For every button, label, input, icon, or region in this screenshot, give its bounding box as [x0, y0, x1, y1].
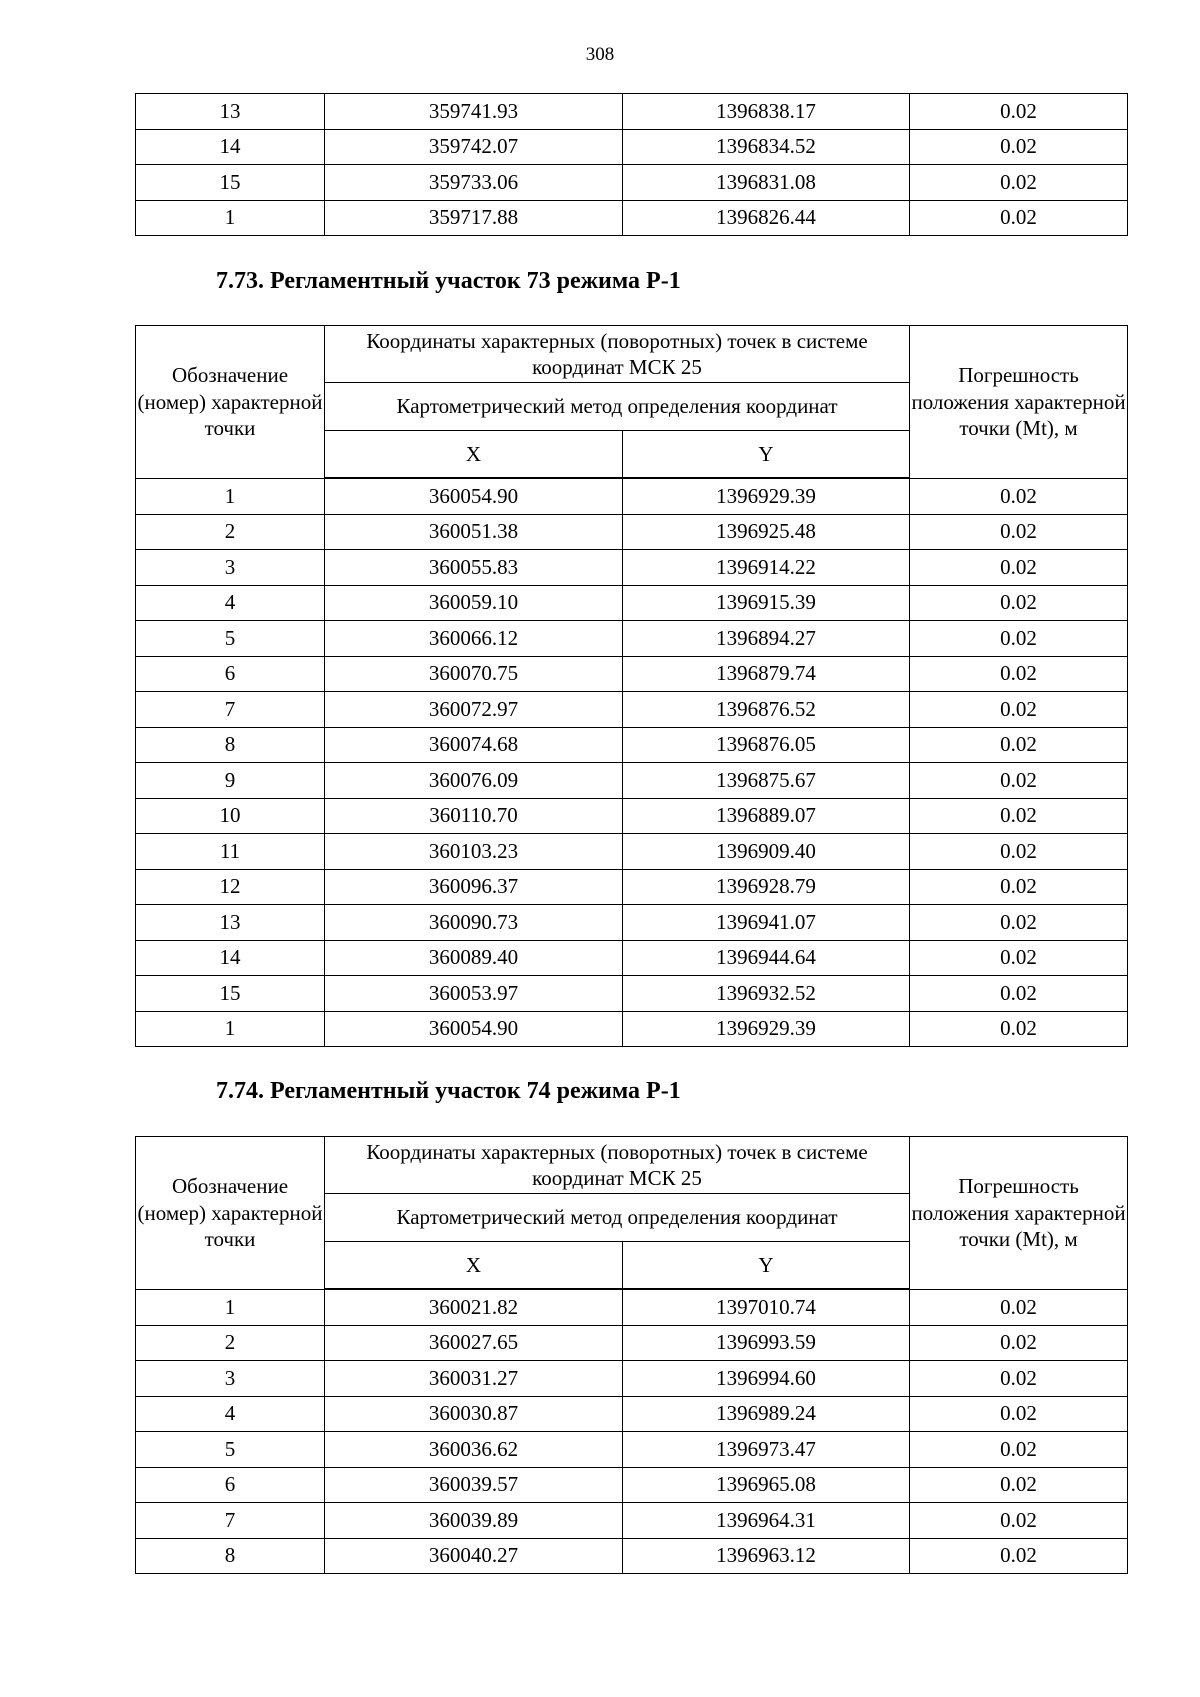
x-coordinate-cell: 360039.89 [325, 1503, 623, 1539]
y-coordinate-cell: 1396879.74 [623, 656, 910, 692]
accuracy-cell: 0.02 [910, 1538, 1128, 1574]
table-row [136, 905, 1128, 941]
table-row [136, 514, 1128, 550]
table-header [136, 1137, 1128, 1290]
point-number-cell: 13 [136, 905, 325, 941]
y-coordinate-cell: 1396964.31 [623, 1503, 910, 1539]
table-row [136, 869, 1128, 905]
table-row [136, 621, 1128, 657]
y-coordinate-cell: 1396965.08 [623, 1467, 910, 1503]
x-header: X [325, 1242, 623, 1290]
table-row [136, 1503, 1128, 1539]
point-number-cell: 7 [136, 692, 325, 728]
accuracy-cell: 0.02 [910, 1396, 1128, 1432]
continued-coordinates-table [135, 93, 1128, 236]
y-coordinate-cell: 1396876.52 [623, 692, 910, 728]
y-header: Y [623, 431, 910, 479]
y-coordinate-cell: 1396925.48 [623, 514, 910, 550]
accuracy-cell: 0.02 [910, 585, 1128, 621]
table-body [136, 94, 1128, 236]
x-header: X [325, 431, 623, 479]
table-row [136, 550, 1128, 586]
table-row [136, 1289, 1128, 1325]
table-row [136, 129, 1128, 165]
y-coordinate-cell: 1396894.27 [623, 621, 910, 657]
point-number-cell: 8 [136, 1538, 325, 1574]
section-heading-73: 7.73. Регламентный участок 73 режима Р-1 [216, 268, 681, 294]
table-row [136, 727, 1128, 763]
y-coordinate-cell: 1396994.60 [623, 1361, 910, 1397]
point-number-cell: 5 [136, 1432, 325, 1468]
point-number-cell: 2 [136, 1325, 325, 1361]
point-number-cell: 6 [136, 1467, 325, 1503]
x-coordinate-cell: 360051.38 [325, 514, 623, 550]
point-number-cell: 2 [136, 514, 325, 550]
table-row [136, 976, 1128, 1012]
x-coordinate-cell: 360072.97 [325, 692, 623, 728]
table-row [136, 165, 1128, 201]
table-row [136, 692, 1128, 728]
table-row [136, 1325, 1128, 1361]
point-number-cell: 10 [136, 798, 325, 834]
accuracy-cell: 0.02 [910, 1289, 1128, 1325]
x-coordinate-cell: 360021.82 [325, 1289, 623, 1325]
accuracy-cell: 0.02 [910, 763, 1128, 799]
table-row [136, 940, 1128, 976]
x-coordinate-cell: 360103.23 [325, 834, 623, 870]
table-row [136, 1361, 1128, 1397]
x-coordinate-cell: 360027.65 [325, 1325, 623, 1361]
point-number-cell: 1 [136, 200, 325, 236]
accuracy-cell: 0.02 [910, 869, 1128, 905]
y-coordinate-cell: 1396993.59 [623, 1325, 910, 1361]
y-header: Y [623, 1242, 910, 1290]
accuracy-cell: 0.02 [910, 976, 1128, 1012]
x-coordinate-cell: 360089.40 [325, 940, 623, 976]
y-coordinate-cell: 1396963.12 [623, 1538, 910, 1574]
accuracy-cell: 0.02 [910, 1011, 1128, 1047]
table-body [136, 1289, 1128, 1574]
table-row [136, 200, 1128, 236]
accuracy-cell: 0.02 [910, 200, 1128, 236]
y-coordinate-cell: 1396909.40 [623, 834, 910, 870]
table-row [136, 834, 1128, 870]
x-coordinate-cell: 360055.83 [325, 550, 623, 586]
point-number-cell: 3 [136, 1361, 325, 1397]
x-coordinate-cell: 360090.73 [325, 905, 623, 941]
x-coordinate-cell: 360066.12 [325, 621, 623, 657]
y-coordinate-cell: 1396973.47 [623, 1432, 910, 1468]
x-coordinate-cell: 359741.93 [325, 94, 623, 130]
point-number-cell: 1 [136, 1289, 325, 1325]
y-coordinate-cell: 1397010.74 [623, 1289, 910, 1325]
table-body [136, 478, 1128, 1047]
point-number-cell: 4 [136, 1396, 325, 1432]
y-coordinate-cell: 1396876.05 [623, 727, 910, 763]
point-number-cell: 12 [136, 869, 325, 905]
section-heading-74: 7.74. Регламентный участок 74 режима Р-1 [216, 1078, 681, 1104]
table-row [136, 1467, 1128, 1503]
x-coordinate-cell: 360059.10 [325, 585, 623, 621]
x-coordinate-cell: 359717.88 [325, 200, 623, 236]
accuracy-cell: 0.02 [910, 940, 1128, 976]
accuracy-cell: 0.02 [910, 798, 1128, 834]
coordinates-title-header: Координаты характерных (поворотных) точек в системе координат МСК 25 [325, 326, 910, 383]
x-coordinate-cell: 360031.27 [325, 1361, 623, 1397]
accuracy-cell: 0.02 [910, 478, 1128, 514]
point-number-cell: 6 [136, 656, 325, 692]
y-coordinate-cell: 1396989.24 [623, 1396, 910, 1432]
point-designation-header: Обозначение (номер) характерной точки [136, 326, 325, 479]
accuracy-cell: 0.02 [910, 514, 1128, 550]
accuracy-cell: 0.02 [910, 550, 1128, 586]
accuracy-cell: 0.02 [910, 1325, 1128, 1361]
y-coordinate-cell: 1396928.79 [623, 869, 910, 905]
accuracy-cell: 0.02 [910, 94, 1128, 130]
x-coordinate-cell: 360036.62 [325, 1432, 623, 1468]
point-number-cell: 14 [136, 129, 325, 165]
y-coordinate-cell: 1396889.07 [623, 798, 910, 834]
x-coordinate-cell: 359742.07 [325, 129, 623, 165]
accuracy-cell: 0.02 [910, 621, 1128, 657]
x-coordinate-cell: 360030.87 [325, 1396, 623, 1432]
y-coordinate-cell: 1396838.17 [623, 94, 910, 130]
accuracy-cell: 0.02 [910, 834, 1128, 870]
point-number-cell: 1 [136, 1011, 325, 1047]
accuracy-cell: 0.02 [910, 1361, 1128, 1397]
coordinates-table-74 [135, 1136, 1128, 1574]
point-number-cell: 7 [136, 1503, 325, 1539]
table-row [136, 94, 1128, 130]
table-row [136, 1432, 1128, 1468]
x-coordinate-cell: 360054.90 [325, 1011, 623, 1047]
accuracy-cell: 0.02 [910, 727, 1128, 763]
accuracy-cell: 0.02 [910, 129, 1128, 165]
table-row [136, 1538, 1128, 1574]
x-coordinate-cell: 359733.06 [325, 165, 623, 201]
table-header [136, 326, 1128, 479]
point-number-cell: 9 [136, 763, 325, 799]
point-number-cell: 11 [136, 834, 325, 870]
point-number-cell: 4 [136, 585, 325, 621]
point-number-cell: 3 [136, 550, 325, 586]
y-coordinate-cell: 1396831.08 [623, 165, 910, 201]
table-row [136, 1011, 1128, 1047]
accuracy-header: Погрешность положения характерной точки (Mt), м [910, 326, 1128, 479]
method-header: Картометрический метод определения координат [325, 383, 910, 431]
point-number-cell: 13 [136, 94, 325, 130]
table-row [136, 1396, 1128, 1432]
accuracy-cell: 0.02 [910, 1467, 1128, 1503]
x-coordinate-cell: 360070.75 [325, 656, 623, 692]
accuracy-cell: 0.02 [910, 692, 1128, 728]
accuracy-cell: 0.02 [910, 656, 1128, 692]
y-coordinate-cell: 1396834.52 [623, 129, 910, 165]
point-number-cell: 14 [136, 940, 325, 976]
x-coordinate-cell: 360096.37 [325, 869, 623, 905]
coordinates-title-header: Координаты характерных (поворотных) точек в системе координат МСК 25 [325, 1137, 910, 1194]
y-coordinate-cell: 1396914.22 [623, 550, 910, 586]
y-coordinate-cell: 1396875.67 [623, 763, 910, 799]
y-coordinate-cell: 1396941.07 [623, 905, 910, 941]
point-number-cell: 8 [136, 727, 325, 763]
point-designation-header: Обозначение (номер) характерной точки [136, 1137, 325, 1290]
point-number-cell: 1 [136, 478, 325, 514]
x-coordinate-cell: 360039.57 [325, 1467, 623, 1503]
y-coordinate-cell: 1396944.64 [623, 940, 910, 976]
accuracy-cell: 0.02 [910, 165, 1128, 201]
y-coordinate-cell: 1396929.39 [623, 478, 910, 514]
table-row [136, 798, 1128, 834]
y-coordinate-cell: 1396915.39 [623, 585, 910, 621]
y-coordinate-cell: 1396826.44 [623, 200, 910, 236]
coordinates-table-73 [135, 325, 1128, 1047]
point-number-cell: 15 [136, 165, 325, 201]
page-number: 308 [585, 44, 615, 65]
y-coordinate-cell: 1396932.52 [623, 976, 910, 1012]
accuracy-cell: 0.02 [910, 1432, 1128, 1468]
accuracy-cell: 0.02 [910, 905, 1128, 941]
method-header: Картометрический метод определения координат [325, 1194, 910, 1242]
x-coordinate-cell: 360054.90 [325, 478, 623, 514]
x-coordinate-cell: 360076.09 [325, 763, 623, 799]
x-coordinate-cell: 360053.97 [325, 976, 623, 1012]
accuracy-header: Погрешность положения характерной точки (Mt), м [910, 1137, 1128, 1290]
x-coordinate-cell: 360110.70 [325, 798, 623, 834]
point-number-cell: 5 [136, 621, 325, 657]
table-row [136, 478, 1128, 514]
point-number-cell: 15 [136, 976, 325, 1012]
x-coordinate-cell: 360040.27 [325, 1538, 623, 1574]
table-row [136, 585, 1128, 621]
table-row [136, 656, 1128, 692]
table-row [136, 763, 1128, 799]
x-coordinate-cell: 360074.68 [325, 727, 623, 763]
accuracy-cell: 0.02 [910, 1503, 1128, 1539]
y-coordinate-cell: 1396929.39 [623, 1011, 910, 1047]
